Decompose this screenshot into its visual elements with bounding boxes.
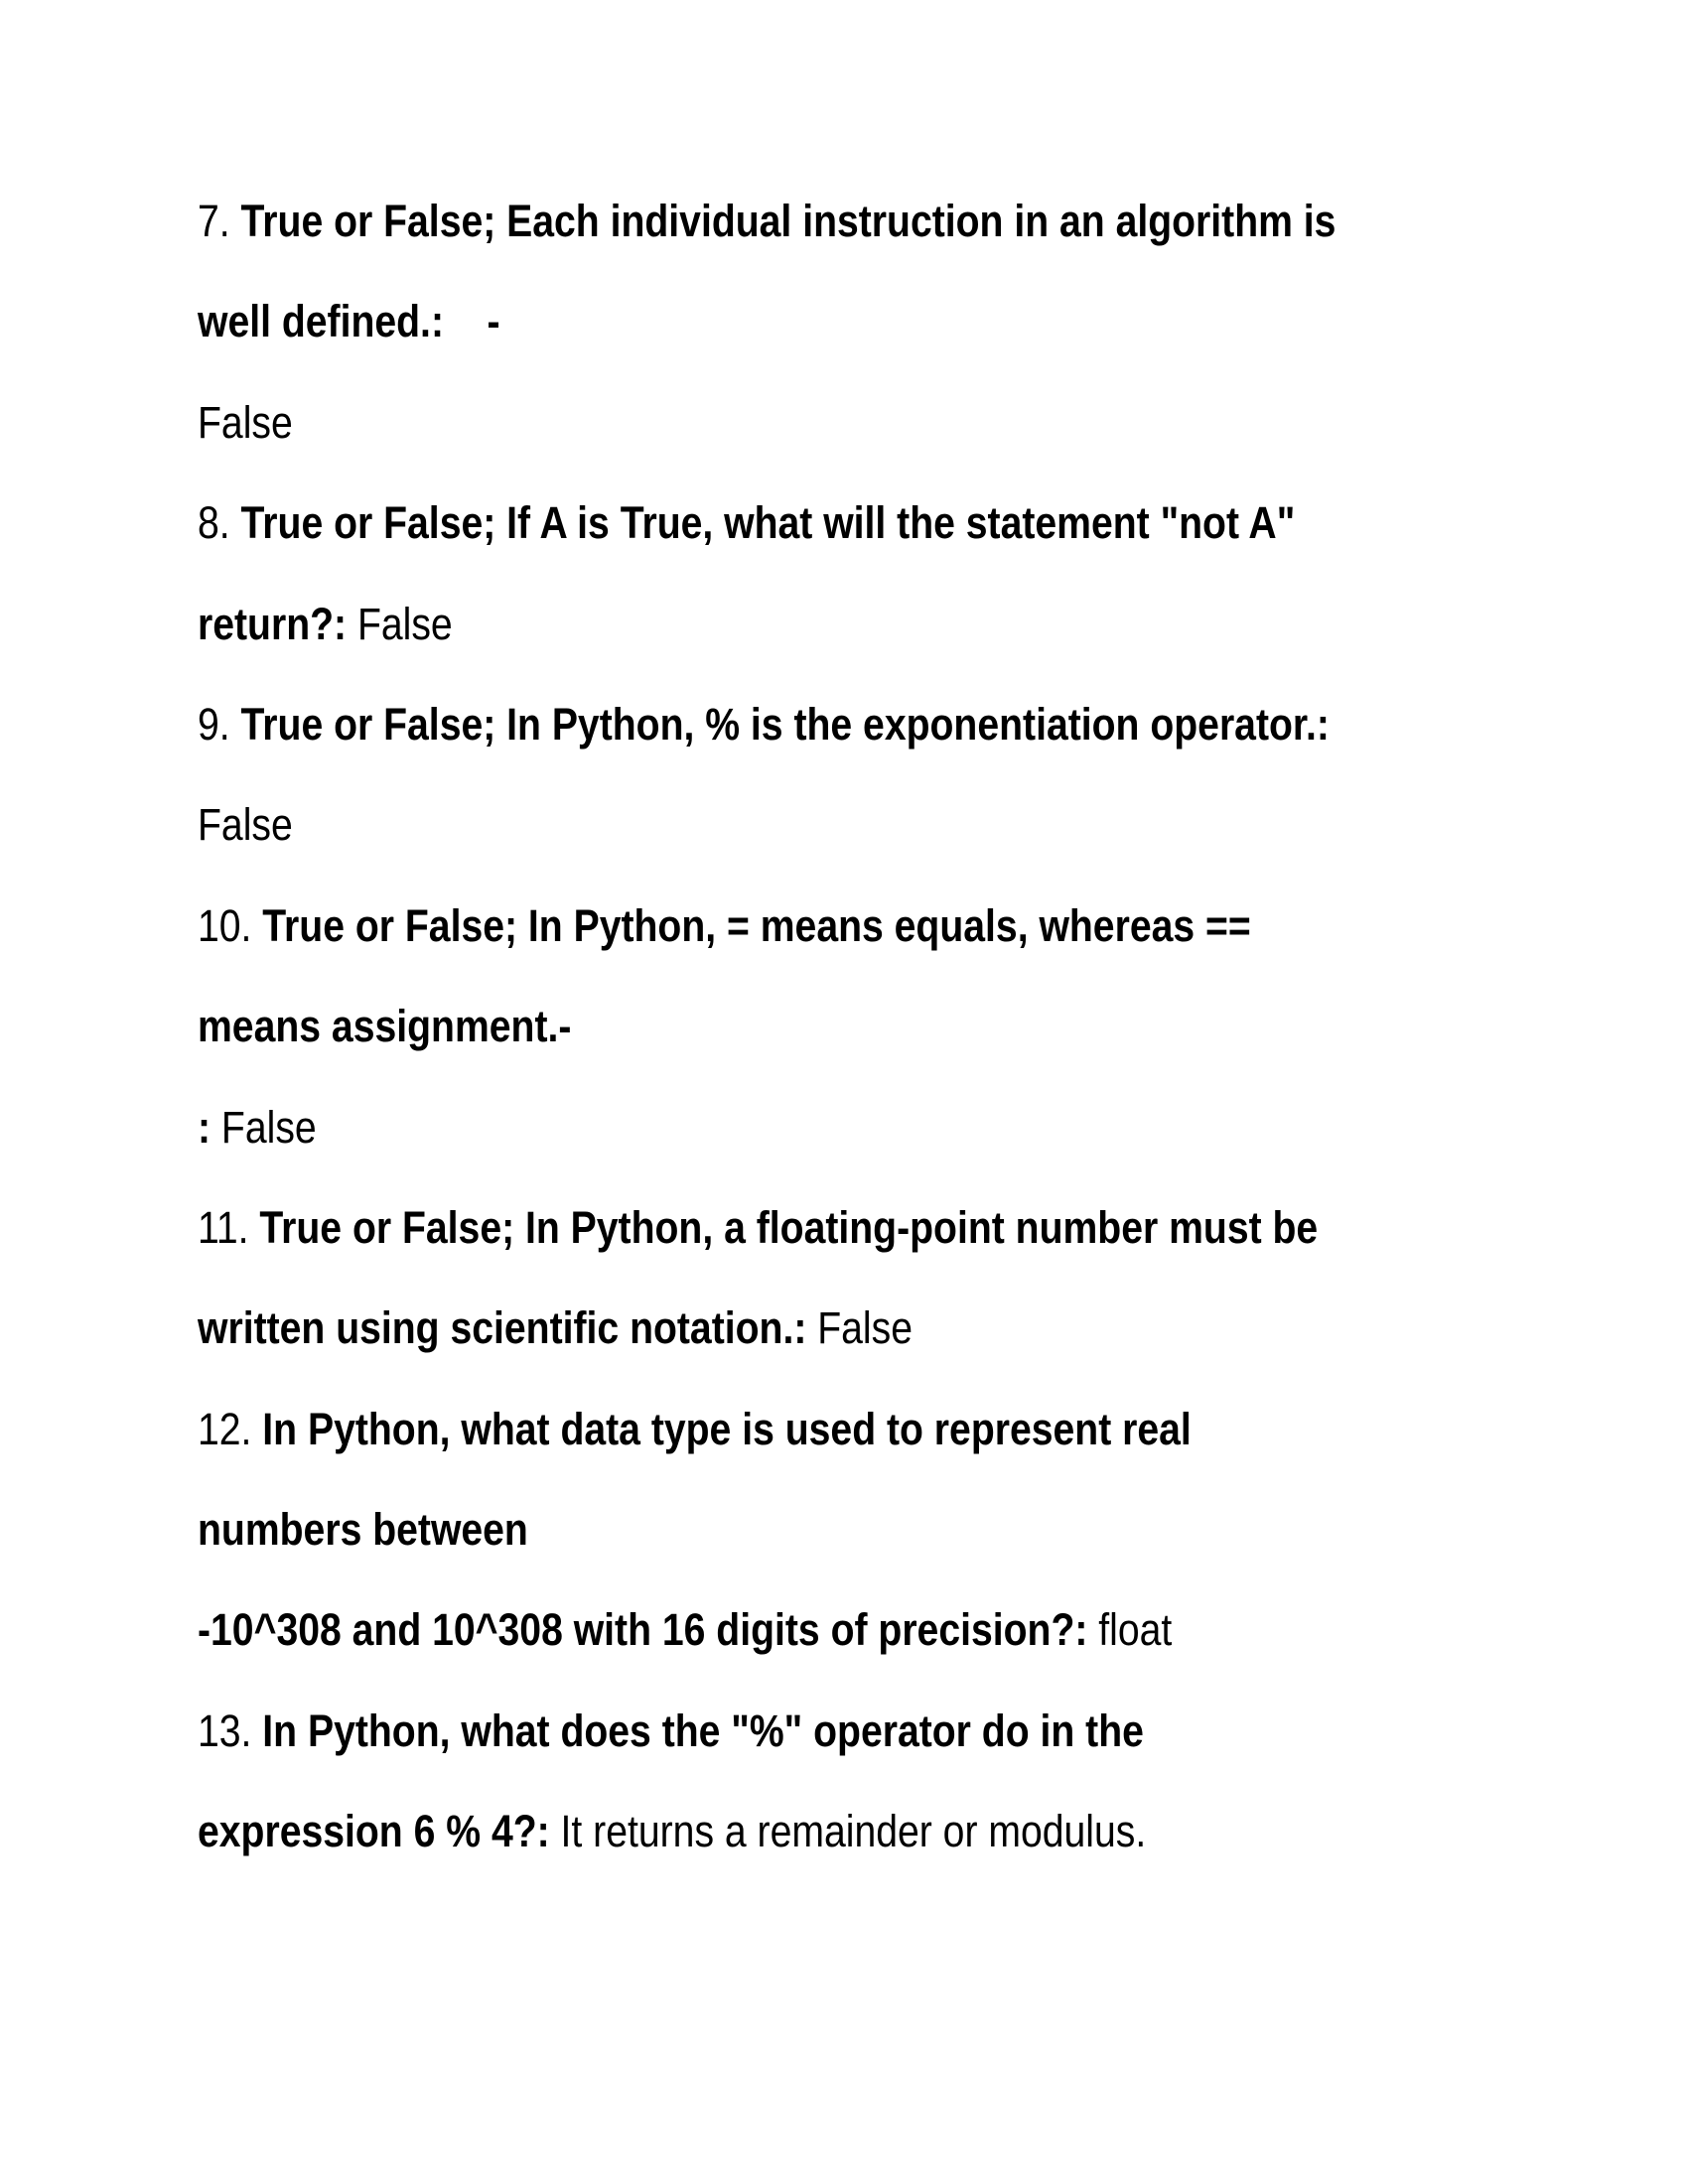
question-text: well defined.: - bbox=[198, 296, 500, 347]
text-line bbox=[198, 674, 1336, 774]
answer-text: False bbox=[806, 1302, 913, 1354]
text-line bbox=[198, 1681, 1336, 1781]
question-text: True or False; In Python, = means equals, whereas == bbox=[262, 899, 1251, 951]
text-line bbox=[198, 1077, 1336, 1177]
text-line bbox=[198, 171, 1336, 271]
text-line bbox=[198, 1278, 1336, 1378]
question-text: In Python, what data type is used to represent real bbox=[262, 1403, 1192, 1454]
answer-text: float bbox=[1087, 1604, 1173, 1656]
text-line bbox=[198, 1177, 1336, 1278]
question-text: numbers between bbox=[198, 1504, 528, 1556]
question-number: 10. bbox=[198, 899, 263, 951]
text-line bbox=[198, 774, 1336, 875]
question-text: : bbox=[198, 1101, 211, 1153]
question-number: 12. bbox=[198, 1403, 263, 1454]
question-text: In Python, what does the "%" operator do in the bbox=[262, 1705, 1144, 1756]
text-line bbox=[198, 1781, 1336, 1881]
question-text: -10^308 and 10^308 with 16 digits of precision?: bbox=[198, 1604, 1088, 1656]
text-line bbox=[198, 976, 1336, 1076]
text-line bbox=[198, 271, 1336, 371]
question-number: 7. bbox=[198, 196, 241, 246]
text-line bbox=[198, 574, 1336, 674]
question-number: 8. bbox=[198, 497, 241, 549]
document-body bbox=[198, 171, 1506, 1882]
question-text: means assignment.- bbox=[198, 1001, 572, 1052]
question-text: expression 6 % 4?: bbox=[198, 1806, 550, 1857]
question-text: True or False; If A is True, what will the statement "not A" bbox=[240, 497, 1296, 549]
question-number: 9. bbox=[198, 698, 241, 750]
question-text: return?: bbox=[198, 598, 348, 649]
question-number: 11. bbox=[198, 1201, 260, 1253]
question-text: True or False; Each individual instruction in an algorithm is bbox=[240, 196, 1336, 246]
text-line bbox=[198, 473, 1336, 573]
answer-text: False bbox=[347, 598, 453, 649]
text-line bbox=[198, 1579, 1336, 1680]
question-text: True or False; In Python, % is the exponentiation operator.: bbox=[240, 698, 1330, 750]
question-number: 13. bbox=[198, 1705, 263, 1756]
answer-text: False bbox=[198, 396, 293, 448]
answer-text: False bbox=[211, 1101, 317, 1153]
answer-text: False bbox=[198, 799, 293, 851]
text-line bbox=[198, 1479, 1336, 1579]
question-text: written using scientific notation.: bbox=[198, 1302, 807, 1354]
question-text: True or False; In Python, a floating-point number must be bbox=[259, 1201, 1319, 1253]
answer-text: It returns a remainder or modulus. bbox=[549, 1806, 1147, 1857]
text-line bbox=[198, 1379, 1336, 1479]
text-line bbox=[198, 372, 1336, 473]
text-line bbox=[198, 876, 1336, 976]
